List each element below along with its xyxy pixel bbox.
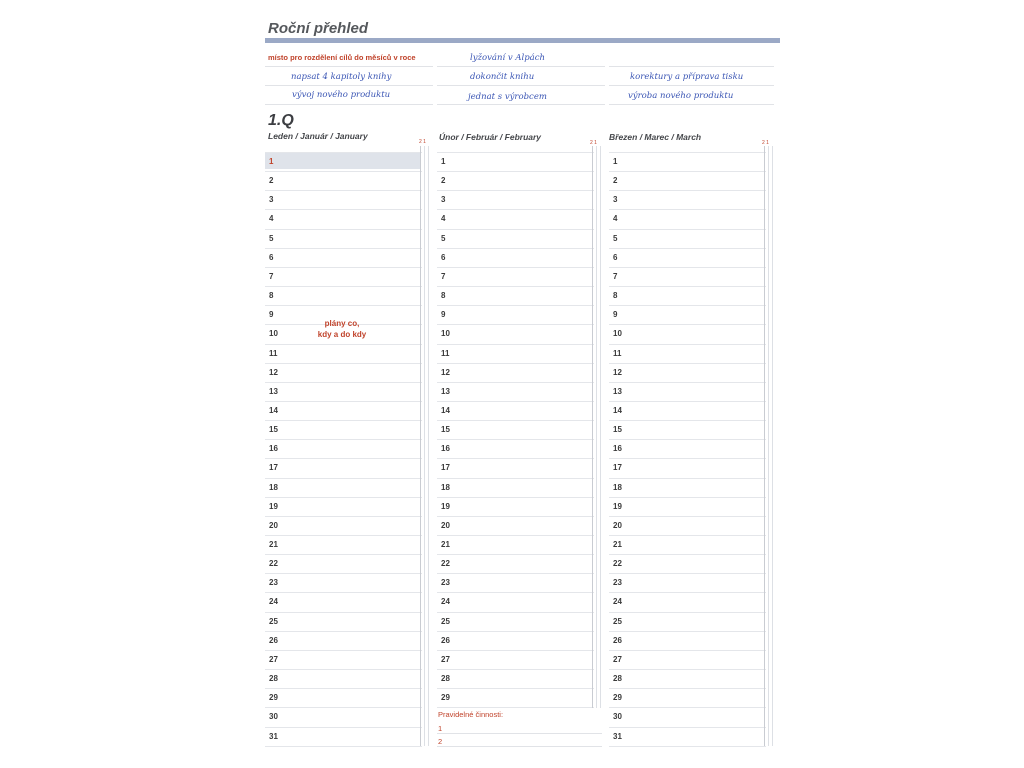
day-number: 11: [613, 348, 622, 358]
day-number: 20: [613, 520, 622, 530]
goals-rule: [609, 66, 774, 67]
column-line: [424, 146, 425, 746]
goal-item: napsat 4 kapitoly knihy: [291, 72, 392, 82]
day-number: 6: [613, 252, 618, 262]
day-number: 11: [441, 348, 450, 358]
day-number: 1: [613, 157, 618, 166]
day-number: 28: [441, 674, 450, 684]
column-line: [596, 146, 597, 708]
day-number: 5: [441, 233, 446, 243]
day-row-line: [609, 324, 766, 325]
goals-rule: [265, 66, 433, 67]
day-row-line: [437, 535, 594, 536]
day-number: 30: [269, 712, 278, 722]
day-row-line: [609, 592, 766, 593]
day-number: 23: [613, 578, 622, 588]
day-row-line: [609, 650, 766, 651]
day-number: 13: [613, 386, 622, 396]
day-row-line: [437, 363, 594, 364]
day-row-line: [437, 382, 594, 383]
goals-rule: [609, 104, 774, 105]
goals-rule: [265, 104, 433, 105]
regular-activities-title: Pravidelné činnosti:: [438, 710, 504, 719]
day-number: 12: [613, 367, 622, 377]
day-row-line: [265, 152, 422, 153]
day-number: 16: [613, 444, 622, 454]
day-row-line: [437, 497, 594, 498]
day-number: 18: [613, 482, 622, 492]
goal-item: dokončit knihu: [470, 72, 535, 82]
day-number: 3: [613, 195, 618, 205]
day-row-line: [609, 152, 766, 153]
day-row-line: [265, 746, 422, 747]
day-row-line: [265, 190, 422, 191]
day-number: 2: [613, 176, 618, 186]
day-row-line: [265, 344, 422, 345]
day-number: 18: [441, 482, 450, 492]
day-number: 2: [269, 176, 274, 186]
day-number: 21: [613, 540, 622, 549]
day-row-line: [609, 363, 766, 364]
day-number: 27: [613, 654, 622, 664]
day-row-line: [437, 190, 594, 191]
title-underline-bar: [265, 38, 780, 43]
day-row-line: [265, 209, 422, 210]
day-number: 12: [269, 367, 278, 377]
day-number: 18: [269, 482, 278, 492]
day-number: 25: [269, 616, 278, 626]
day-row-line: [609, 727, 766, 728]
day-number: 21: [441, 540, 450, 549]
day-row-line: [437, 688, 594, 689]
day-row-line: [265, 497, 422, 498]
day-row-line: [437, 152, 594, 153]
day-row-line: [437, 707, 594, 708]
day-row-line: [609, 248, 766, 249]
day-number: 26: [441, 635, 450, 645]
day-row-line: [437, 267, 594, 268]
day-number: 24: [269, 597, 278, 607]
day-row-line: [609, 401, 766, 402]
plan-note: [300, 318, 384, 340]
plan-note-line: kdy a do kdy: [317, 330, 367, 339]
month-marker: 2 1: [590, 140, 597, 146]
day-row-line: [609, 478, 766, 479]
day-number: 9: [269, 310, 274, 320]
day-number: 8: [441, 291, 446, 301]
column-line: [428, 146, 429, 746]
regular-activity-item: 1: [438, 724, 443, 733]
month-header-february: Únor / Február / February: [439, 132, 542, 142]
day-row-line: [437, 420, 594, 421]
day-row-line: [265, 535, 422, 536]
day-row-line: [437, 458, 594, 459]
goals-rule: [437, 104, 605, 105]
day-row-line: [609, 229, 766, 230]
day-row-line: [265, 650, 422, 651]
day-number: 23: [441, 578, 450, 588]
goal-item: lyžování v Alpách: [470, 53, 545, 63]
day-row-line: [265, 458, 422, 459]
day-number: 5: [613, 233, 618, 243]
day-row-line: [265, 478, 422, 479]
day-number: 19: [441, 501, 450, 511]
day-number: 15: [269, 425, 278, 435]
day-row-line: [609, 573, 766, 574]
day-number: 27: [269, 654, 278, 664]
day-number: 9: [441, 310, 446, 320]
day-number: 6: [269, 252, 274, 262]
day-row-line: [265, 573, 422, 574]
day-row-line: [609, 554, 766, 555]
day-row-line: [437, 573, 594, 574]
day-row-line: [265, 401, 422, 402]
day-number: 14: [269, 405, 278, 415]
goals-rule: [265, 85, 433, 86]
month-header-march: Březen / Marec / March: [609, 132, 702, 142]
day-row-line: [437, 305, 594, 306]
day-number: 28: [269, 674, 278, 684]
day-number: 25: [613, 616, 622, 626]
day-row-line: [609, 516, 766, 517]
day-row-line: [265, 286, 422, 287]
goals-rule: [437, 66, 605, 67]
column-line: [420, 146, 421, 746]
day-number: 12: [441, 367, 450, 377]
day-row-line: [437, 516, 594, 517]
day-number: 16: [269, 444, 278, 454]
day-number: 24: [441, 597, 450, 607]
day-row-line: [609, 420, 766, 421]
day-number: 4: [269, 214, 274, 224]
day-number: 15: [613, 425, 622, 435]
day-row-line: [609, 171, 766, 172]
day-number: 17: [613, 463, 622, 473]
day-row-line: [265, 382, 422, 383]
day-row-line: [437, 439, 594, 440]
day-number: 9: [613, 310, 618, 320]
day-number: 17: [441, 463, 450, 473]
month-header-january: Leden / Január / January: [268, 131, 368, 141]
day-number: 10: [441, 329, 450, 339]
day-number: 20: [269, 520, 278, 530]
day-row-line: [609, 535, 766, 536]
day-row-line: [265, 631, 422, 632]
day-number: 31: [613, 731, 622, 741]
column-line: [772, 146, 773, 746]
day-number: 23: [269, 578, 278, 588]
day-number: 25: [441, 616, 450, 626]
day-row-line: [265, 439, 422, 440]
day-number: 3: [441, 195, 446, 205]
day-number: 22: [269, 559, 278, 569]
day-number: 29: [269, 693, 278, 703]
day-number: 31: [269, 731, 278, 741]
day-number: 7: [613, 271, 618, 281]
day-number: 8: [269, 291, 274, 301]
day-row-line: [265, 267, 422, 268]
day-number: 27: [441, 654, 450, 664]
day-row-line: [265, 305, 422, 306]
day-row-line: [609, 286, 766, 287]
day-number: 29: [613, 693, 622, 703]
day-number: 14: [613, 405, 622, 415]
day-row-line: [609, 209, 766, 210]
day-row-line: [265, 171, 422, 172]
day-row-line: [609, 382, 766, 383]
day-number: 7: [441, 271, 446, 281]
day-row-line: [437, 669, 594, 670]
regular-activity-rule: [437, 746, 602, 747]
day-row-line: [265, 612, 422, 613]
day-number: 1: [441, 157, 446, 166]
day-number: 7: [269, 271, 274, 281]
day-row-line: [609, 305, 766, 306]
day-number: 26: [613, 635, 622, 645]
month-marker: 2 1: [419, 139, 426, 145]
day-number: 2: [441, 176, 446, 186]
goals-rule: [437, 85, 605, 86]
day-number: 13: [441, 386, 450, 396]
goals-rule: [609, 85, 774, 86]
day-row-line: [265, 229, 422, 230]
month-marker: 2 1: [762, 140, 769, 146]
regular-activity-item: 2: [438, 737, 443, 746]
day-row-line: [437, 229, 594, 230]
day-number: 8: [613, 291, 618, 301]
day-row-line: [437, 324, 594, 325]
day-row-line: [609, 267, 766, 268]
column-line: [768, 146, 769, 746]
goal-item: korektury a příprava tisku: [630, 72, 744, 82]
day-number: 13: [269, 386, 278, 396]
goal-item: výroba nového produktu: [628, 91, 734, 101]
day-number: 29: [441, 693, 450, 703]
day-number: 3: [269, 195, 274, 205]
day-row-line: [437, 650, 594, 651]
day-row-line: [265, 554, 422, 555]
goals-hint: místo pro rozdělení cílů do měsíců v roce: [268, 53, 416, 62]
day-number: 19: [269, 501, 278, 511]
day-number: 22: [613, 559, 622, 569]
day-number: 4: [613, 214, 618, 224]
plan-note-line: plány co,: [324, 319, 360, 328]
column-line: [764, 146, 765, 746]
day-row-line: [265, 516, 422, 517]
goal-item: jednat s výrobcem: [468, 92, 547, 102]
day-number: 26: [269, 635, 278, 645]
goal-item: vývoj nového produktu: [292, 90, 391, 100]
day-number: 24: [613, 597, 622, 607]
day-row-line: [265, 248, 422, 249]
column-line: [592, 146, 593, 708]
day-row-line: [265, 420, 422, 421]
day-number: 15: [441, 425, 450, 435]
day-number: 10: [269, 329, 278, 339]
day-row-line: [265, 669, 422, 670]
day-row-line: [609, 669, 766, 670]
day-row-line: [609, 631, 766, 632]
day-row-line: [437, 554, 594, 555]
day-number: 11: [269, 348, 278, 358]
quarter-label: 1.Q: [268, 112, 294, 129]
day-row-line: [609, 344, 766, 345]
day-number: 14: [441, 405, 450, 415]
day-row-line: [265, 363, 422, 364]
day-row-line: [437, 592, 594, 593]
day-number: 22: [441, 559, 450, 569]
day-number: 19: [613, 501, 622, 511]
day-row-line: [437, 209, 594, 210]
day-row-line: [265, 707, 422, 708]
regular-activity-rule: [437, 733, 602, 734]
day-row-line: [437, 248, 594, 249]
day-number: 4: [441, 214, 446, 224]
column-line: [600, 146, 601, 708]
day-number: 1: [269, 157, 274, 166]
day-number: 21: [269, 540, 278, 549]
day-row-line: [265, 592, 422, 593]
day-row-line: [437, 344, 594, 345]
day-number: 16: [441, 444, 450, 454]
day-number: 5: [269, 233, 274, 243]
day-row-line: [609, 612, 766, 613]
day-row-line: [609, 707, 766, 708]
day-row-line: [609, 458, 766, 459]
day-number: 28: [613, 674, 622, 684]
today-highlight: [265, 152, 420, 169]
day-row-line: [609, 497, 766, 498]
day-number: 30: [613, 712, 622, 722]
day-row-line: [609, 439, 766, 440]
day-number: 10: [613, 329, 622, 339]
day-row-line: [437, 286, 594, 287]
day-row-line: [265, 727, 422, 728]
day-number: 17: [269, 463, 278, 473]
day-row-line: [609, 688, 766, 689]
day-row-line: [437, 171, 594, 172]
day-row-line: [437, 401, 594, 402]
day-number: 20: [441, 520, 450, 530]
day-row-line: [437, 612, 594, 613]
day-row-line: [437, 631, 594, 632]
page-title: Roční přehled: [268, 20, 369, 37]
day-row-line: [437, 478, 594, 479]
day-row-line: [265, 688, 422, 689]
day-row-line: [609, 746, 766, 747]
day-row-line: [609, 190, 766, 191]
day-number: 6: [441, 252, 446, 262]
